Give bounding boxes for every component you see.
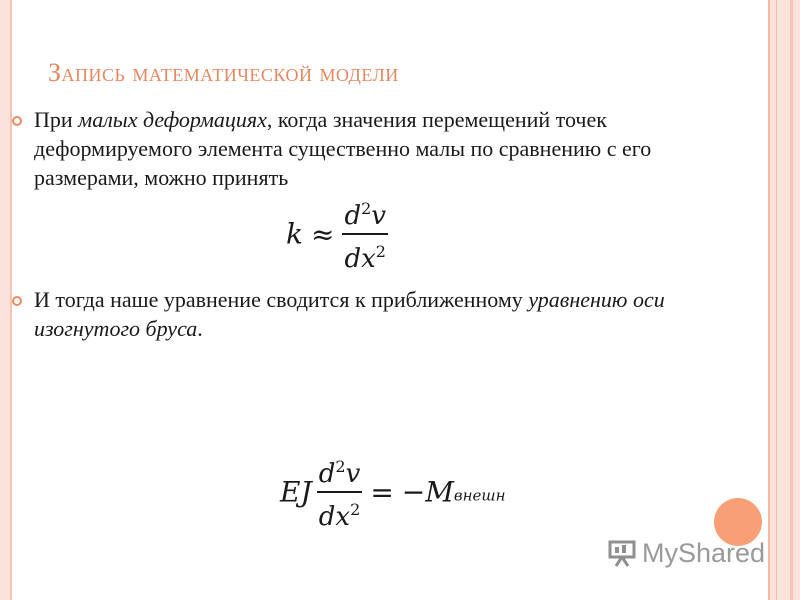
formula-operator: = xyxy=(370,475,394,509)
formula-curvature xyxy=(286,194,388,274)
fraction-numerator: $d^2v$ xyxy=(344,199,386,231)
fraction-bar xyxy=(317,491,363,493)
frame-right-line xyxy=(768,0,770,600)
text: И тогда наше уравнение сводится к приближенному xyxy=(34,287,529,312)
frame-right-line xyxy=(790,0,793,600)
formula-operator: ≈ xyxy=(310,217,335,251)
bullet-paragraph-1 xyxy=(34,105,746,192)
bullet-paragraph-2 xyxy=(34,285,746,343)
text: , когда значения перемещений точек деформируемого элемента существенно малы по сравнению с его размерами, можно принять xyxy=(34,107,652,190)
fraction xyxy=(317,452,363,532)
fraction xyxy=(342,194,388,274)
frame-right-band xyxy=(768,0,800,600)
formula-beam-axis xyxy=(280,452,506,532)
formula-lhs: EJ xyxy=(280,475,312,509)
bullet-ring-icon xyxy=(12,296,22,306)
italic-term: уравнению оси изогнутого бруса xyxy=(34,287,665,341)
watermark-logo xyxy=(608,536,765,570)
presentation-board-icon xyxy=(608,539,638,567)
fraction-denominator: $dx^2$ xyxy=(318,500,361,532)
fraction-numerator: $d^2v$ xyxy=(318,457,361,489)
italic-term: малых деформациях xyxy=(78,107,267,132)
formula-rhs: −M xyxy=(401,475,454,509)
text: . xyxy=(197,316,203,341)
bullet-ring-icon xyxy=(12,116,22,126)
fraction-denominator: $dx^2$ xyxy=(344,242,386,274)
formula-lhs: k xyxy=(286,217,303,251)
formula-rhs-subscript: внешн xyxy=(453,486,506,505)
watermark-text: MyShared xyxy=(642,537,766,568)
slide-title: Запись математической модели xyxy=(48,58,399,87)
text: При xyxy=(34,107,79,132)
frame-left-band xyxy=(0,0,10,600)
fraction-bar xyxy=(342,233,388,235)
frame-right-line xyxy=(776,0,777,600)
